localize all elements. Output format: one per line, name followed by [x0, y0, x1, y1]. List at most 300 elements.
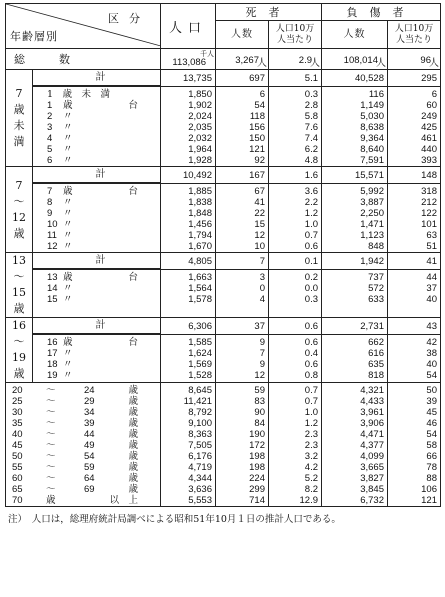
value-cell: 0.4: [304, 348, 318, 359]
value-cell: 2.8: [304, 100, 318, 111]
age-number: 17: [47, 348, 58, 359]
total-population: 千人 113,086: [161, 49, 216, 70]
value-cell: 1,578: [188, 294, 212, 305]
value-cell: 4,321: [360, 385, 384, 396]
footnote: 注） 人口は，総理府統計局調べによる昭和51年10月１日の推計人口である。: [8, 514, 341, 525]
age-to: 29: [84, 396, 95, 407]
age-suffix: 歳: [128, 451, 138, 462]
value-cell: 572: [368, 283, 384, 294]
value-cell: 3,845: [360, 484, 384, 495]
group-label-char: 19: [12, 351, 26, 364]
value-cell: 54: [254, 100, 265, 111]
value-cell: 8,638: [360, 122, 384, 133]
value-cell: 8,363: [188, 429, 212, 440]
age-suffix: 歳: [128, 473, 138, 484]
age-tilde: 〜: [46, 462, 56, 473]
value-cell: 4: [259, 294, 265, 305]
value-cell: 121: [421, 495, 437, 506]
value-cell: 1.0: [304, 219, 318, 230]
age-to: 34: [84, 407, 95, 418]
value-cell: 662: [368, 337, 384, 348]
group-label-char: 15: [12, 286, 26, 299]
age-from: 20: [12, 385, 23, 396]
value-cell: 5.2: [304, 473, 318, 484]
group-age-list-cell: [33, 335, 161, 383]
value-cell: 118: [249, 111, 265, 122]
age-number: 6: [47, 155, 53, 166]
value-cell: 4,099: [360, 451, 384, 462]
value-cell: 2,032: [188, 133, 212, 144]
group-total-deaths: 167: [216, 167, 269, 184]
age-tilde: 〜: [46, 440, 56, 451]
value-cell: 0.7: [304, 385, 318, 396]
age-row-label: [33, 219, 160, 230]
group-total-pop: 13,735: [161, 70, 216, 87]
value-cell: 63: [426, 230, 437, 241]
value-cell: 6,176: [188, 451, 212, 462]
value-cell: 198: [249, 462, 265, 473]
group-injuries-values: [322, 184, 388, 253]
adult-injuries-values: [322, 383, 388, 507]
value-cell: 50: [426, 385, 437, 396]
age-text: 歳: [63, 186, 73, 197]
group-label-char: 満: [13, 135, 25, 148]
value-cell: 4,471: [360, 429, 384, 440]
value-cell: 1,885: [188, 186, 212, 197]
value-cell: 9,364: [360, 133, 384, 144]
group-deaths-values: [216, 87, 269, 167]
value-cell: 172: [249, 440, 265, 451]
group-total-injury-rate: 41: [388, 253, 441, 270]
value-cell: 156: [249, 122, 265, 133]
total-label: 総数: [6, 49, 161, 70]
group-total-deaths: 697: [216, 70, 269, 87]
group-total-death-rate: 0.1: [269, 253, 322, 270]
age-to: 64: [84, 473, 95, 484]
age-row-label: [33, 348, 160, 359]
value-cell: 2,250: [360, 208, 384, 219]
adult-death-rate-values: [269, 383, 322, 507]
age-from: 50: [12, 451, 23, 462]
value-cell: 1,624: [188, 348, 212, 359]
age-number: 2: [47, 111, 53, 122]
age-to: 69: [84, 484, 95, 495]
value-cell: 44: [426, 272, 437, 283]
value-cell: 8,640: [360, 144, 384, 155]
group-total-label: 計: [33, 318, 160, 334]
value-cell: 0.2: [304, 272, 318, 283]
group-age-list-cell: [33, 270, 161, 318]
value-cell: 40: [426, 359, 437, 370]
value-cell: 425: [421, 122, 437, 133]
age-tilde: 〜: [46, 451, 56, 462]
group-detail-row: [6, 270, 441, 318]
value-cell: 3: [259, 272, 265, 283]
adult-deaths-values: [216, 383, 269, 507]
value-cell: 3,636: [188, 484, 212, 495]
adult-age-row-label: [6, 385, 160, 396]
age-from: 45: [12, 440, 23, 451]
age-row-label: [33, 111, 160, 122]
age-number: 11: [47, 230, 57, 241]
age-number: 10: [47, 219, 58, 230]
age-from: 35: [12, 418, 23, 429]
header-category-label: 区分: [108, 12, 150, 25]
age-text: 〃: [63, 197, 73, 208]
group-label-char: 12: [12, 210, 26, 224]
group-injuries-values: [322, 270, 388, 318]
value-cell: 106: [421, 484, 437, 495]
adult-age-list: [6, 383, 160, 506]
value-cell: 8.2: [304, 484, 318, 495]
group-total-pop: 10,492: [161, 167, 216, 184]
age-number: 3: [47, 122, 53, 133]
age-row-label: [33, 89, 160, 100]
value-cell: 461: [421, 133, 437, 144]
group-total-injuries: 15,571: [322, 167, 388, 184]
value-cell: 116: [368, 89, 384, 100]
value-cell: 51: [426, 241, 437, 252]
age-suffix: 歳: [128, 385, 138, 396]
value-cell: 7.4: [304, 133, 318, 144]
group-label-char: 〜: [13, 335, 25, 348]
group-pop-values: [161, 270, 216, 318]
age-row-label: [33, 370, 160, 381]
group-injury-rate-values: [388, 87, 441, 167]
value-cell: 59: [254, 385, 265, 396]
age-tilde: 〜: [46, 385, 56, 396]
group-total-label-cell: [33, 253, 161, 270]
age-text: 〃: [63, 219, 73, 230]
group-total-row: [6, 318, 441, 335]
value-cell: 0.6: [304, 241, 318, 252]
value-cell: 1,528: [188, 370, 212, 381]
value-cell: 54: [426, 370, 437, 381]
total-injuries: 人 108,014: [322, 49, 388, 70]
value-cell: 2.3: [304, 429, 318, 440]
value-cell: 1,670: [188, 241, 212, 252]
value-cell: 150: [249, 133, 265, 144]
value-cell: 8,792: [188, 407, 212, 418]
value-cell: 224: [249, 473, 265, 484]
adult-age-row-label: [6, 473, 160, 484]
value-cell: 0.0: [304, 283, 318, 294]
value-cell: 3.2: [304, 451, 318, 462]
age-suffix: 台: [128, 337, 138, 348]
group-deaths-values: [216, 184, 269, 253]
group-label-char: 16: [12, 319, 26, 332]
group-age-list: [33, 270, 160, 305]
group-label-char: 歳: [13, 103, 25, 116]
value-cell: 1,471: [360, 219, 384, 230]
age-text: 〃: [63, 283, 73, 294]
age-text: 〃: [63, 208, 73, 219]
value-cell: 4,344: [188, 473, 212, 484]
value-cell: 8,645: [188, 385, 212, 396]
age-text: 〃: [63, 348, 73, 359]
age-row-label: [33, 241, 160, 252]
age-tilde: 〜: [46, 473, 56, 484]
age-number: 1: [47, 100, 53, 111]
group-death-rate-values: [269, 184, 322, 253]
value-cell: 1.0: [304, 407, 318, 418]
age-tilde: 〜: [46, 418, 56, 429]
value-cell: 11,421: [183, 396, 212, 407]
value-cell: 299: [249, 484, 265, 495]
header-deaths-count: 人数: [216, 21, 269, 49]
value-cell: 84: [254, 418, 265, 429]
age-row-label: [33, 337, 160, 348]
age-from: 55: [12, 462, 23, 473]
age-from: 60: [12, 473, 23, 484]
age-text: 〃: [63, 111, 73, 122]
value-cell: 7,505: [188, 440, 212, 451]
value-cell: 39: [426, 396, 437, 407]
age-row-label: [33, 272, 160, 283]
value-cell: 318: [421, 186, 437, 197]
value-cell: 818: [368, 370, 384, 381]
age-number: 13: [47, 272, 58, 283]
value-cell: 1,838: [188, 197, 212, 208]
group-label-char: 歳: [13, 226, 25, 240]
age-suffix: 歳: [128, 462, 138, 473]
value-cell: 249: [421, 111, 437, 122]
value-cell: 7,591: [360, 155, 384, 166]
age-from: 30: [12, 407, 23, 418]
value-cell: 0.3: [304, 294, 318, 305]
age-text: 〃: [63, 294, 73, 305]
value-cell: 5,030: [360, 111, 384, 122]
group-total-label-cell: [33, 70, 161, 87]
age-suffix: 台: [128, 100, 138, 111]
age-from: 25: [12, 396, 23, 407]
value-cell: 0.6: [304, 337, 318, 348]
age-text: 〃: [63, 359, 73, 370]
total-death-rate: 人 2.9: [269, 49, 322, 70]
group-injuries-values: [322, 335, 388, 383]
age-row-label: [33, 197, 160, 208]
group-death-rate-values: [269, 270, 322, 318]
value-cell: 101: [421, 219, 437, 230]
age-number: 5: [47, 144, 53, 155]
value-cell: 38: [426, 348, 437, 359]
adult-injury-rate-values: [388, 383, 441, 507]
age-number: 8: [47, 197, 53, 208]
age-to: 24: [84, 385, 95, 396]
value-cell: 58: [426, 440, 437, 451]
adult-age-row-label: [6, 418, 160, 429]
value-cell: 78: [426, 462, 437, 473]
value-cell: 0.7: [304, 230, 318, 241]
header-age-group-label: 年齢層別: [10, 30, 58, 43]
group-total-row: [6, 167, 441, 184]
group-label-char: 歳: [13, 302, 25, 315]
age-tilde: 〜: [46, 396, 56, 407]
group-total-injuries: 2,731: [322, 318, 388, 335]
value-cell: 0: [259, 283, 265, 294]
group-total-label-cell: [33, 318, 161, 335]
value-cell: 1.2: [304, 418, 318, 429]
age-number: 15: [47, 294, 58, 305]
value-cell: 1,850: [188, 89, 212, 100]
value-cell: 1,794: [188, 230, 212, 241]
value-cell: 9,100: [188, 418, 212, 429]
age-row-label: [33, 155, 160, 166]
value-cell: 12: [254, 230, 265, 241]
age-row-label: [33, 100, 160, 111]
age-text: 〃: [63, 133, 73, 144]
group-total-injury-rate: 43: [388, 318, 441, 335]
age-text: 〃: [63, 144, 73, 155]
group-injuries-values: [322, 87, 388, 167]
document-page: [5, 3, 440, 525]
value-cell: 1,149: [360, 100, 384, 111]
value-cell: 40: [426, 294, 437, 305]
age-to: 39: [84, 418, 95, 429]
value-cell: 635: [368, 359, 384, 370]
group-age-list: [33, 87, 160, 166]
value-cell: 2.2: [304, 197, 318, 208]
group-total-deaths: 7: [216, 253, 269, 270]
value-cell: 5,992: [360, 186, 384, 197]
header-injuries-rate: 人口10万 人当たり: [388, 21, 441, 49]
value-cell: 848: [368, 241, 384, 252]
value-cell: 92: [254, 155, 265, 166]
value-cell: 10: [254, 241, 265, 252]
age-row-label: [33, 359, 160, 370]
age-text: 〃: [63, 155, 73, 166]
header-injuries-count: 人数: [322, 21, 388, 49]
value-cell: 737: [368, 272, 384, 283]
value-cell: 5.8: [304, 111, 318, 122]
group-label-char: 歳: [13, 367, 25, 380]
group-age-list: [33, 335, 160, 381]
age-number: 12: [47, 241, 58, 252]
value-cell: 633: [368, 294, 384, 305]
value-cell: 67: [254, 186, 265, 197]
adult-age-row-label: [6, 451, 160, 462]
group-detail-row: [6, 87, 441, 167]
group-injury-rate-values: [388, 184, 441, 253]
age-group-blocks: [6, 70, 441, 383]
group-total-death-rate: 0.6: [269, 318, 322, 335]
age-number: 9: [47, 208, 53, 219]
value-cell: 6,732: [360, 495, 384, 506]
value-cell: 9: [259, 359, 265, 370]
group-death-rate-values: [269, 335, 322, 383]
value-cell: 0.6: [304, 359, 318, 370]
value-cell: 7.6: [304, 122, 318, 133]
value-cell: 3,961: [360, 407, 384, 418]
value-cell: 60: [426, 100, 437, 111]
group-detail-row: [6, 335, 441, 383]
adult-age-row-label: [6, 484, 160, 495]
age-number: 14: [47, 283, 58, 294]
value-cell: 2,035: [188, 122, 212, 133]
group-pop-values: [161, 184, 216, 253]
value-cell: 1,928: [188, 155, 212, 166]
age-number: 18: [47, 359, 58, 370]
value-cell: 1.2: [304, 208, 318, 219]
value-cell: 0.8: [304, 370, 318, 381]
value-cell: 1,564: [188, 283, 212, 294]
age-row-label: [33, 122, 160, 133]
group-deaths-values: [216, 335, 269, 383]
age-group-traffic-casualty-table: [5, 3, 441, 507]
age-text: 歳: [63, 100, 73, 111]
value-cell: 212: [421, 197, 437, 208]
value-cell: 0.7: [304, 396, 318, 407]
adult-age-row-label: [6, 407, 160, 418]
group-total-row: [6, 70, 441, 87]
group-total-deaths: 37: [216, 318, 269, 335]
age-to: 44: [84, 429, 95, 440]
value-cell: 9: [259, 337, 265, 348]
age-text: 1 歳 未 満: [47, 89, 111, 100]
age-row-label: [33, 208, 160, 219]
value-cell: 6: [259, 89, 265, 100]
age-suffix: 以 上: [109, 495, 138, 506]
age-text: 〃: [63, 230, 73, 241]
value-cell: 393: [421, 155, 437, 166]
group-total-death-rate: 5.1: [269, 70, 322, 87]
value-cell: 37: [426, 283, 437, 294]
value-cell: 616: [368, 348, 384, 359]
value-cell: 2,024: [188, 111, 212, 122]
group-deaths-values: [216, 270, 269, 318]
value-cell: 83: [254, 396, 265, 407]
group-death-rate-values: [269, 87, 322, 167]
adult-age-list-cell: [6, 383, 161, 507]
value-cell: 198: [249, 451, 265, 462]
age-tilde: 〜: [46, 484, 56, 495]
age-to: 49: [84, 440, 95, 451]
group-label: [6, 253, 33, 318]
age-text: 歳: [63, 337, 73, 348]
age-to: 54: [84, 451, 95, 462]
value-cell: 3,665: [360, 462, 384, 473]
age-suffix: 歳: [128, 418, 138, 429]
adult-age-row-label: [6, 495, 160, 506]
group-total-injury-rate: 295: [388, 70, 441, 87]
group-total-injuries: 1,942: [322, 253, 388, 270]
age-tilde: 〜: [46, 429, 56, 440]
value-cell: 7: [259, 348, 265, 359]
header-population: 人口: [161, 4, 216, 49]
age-row-label: [33, 133, 160, 144]
value-cell: 22: [254, 208, 265, 219]
age-from: 70: [12, 495, 23, 506]
value-cell: 4,377: [360, 440, 384, 451]
value-cell: 41: [254, 197, 265, 208]
group-pop-values: [161, 87, 216, 167]
group-label: [6, 318, 33, 383]
value-cell: 54: [426, 429, 437, 440]
value-cell: 3,827: [360, 473, 384, 484]
total-row: [6, 49, 441, 70]
value-cell: 46: [426, 418, 437, 429]
value-cell: 15: [254, 219, 265, 230]
header-corner-cell: [6, 4, 161, 49]
header-deaths: 死者: [216, 4, 322, 21]
value-cell: 12: [254, 370, 265, 381]
value-cell: 90: [254, 407, 265, 418]
value-cell: 714: [249, 495, 265, 506]
age-suffix: 歳: [128, 429, 138, 440]
value-cell: 3.6: [304, 186, 318, 197]
value-cell: 121: [249, 144, 265, 155]
age-number: 4: [47, 133, 53, 144]
